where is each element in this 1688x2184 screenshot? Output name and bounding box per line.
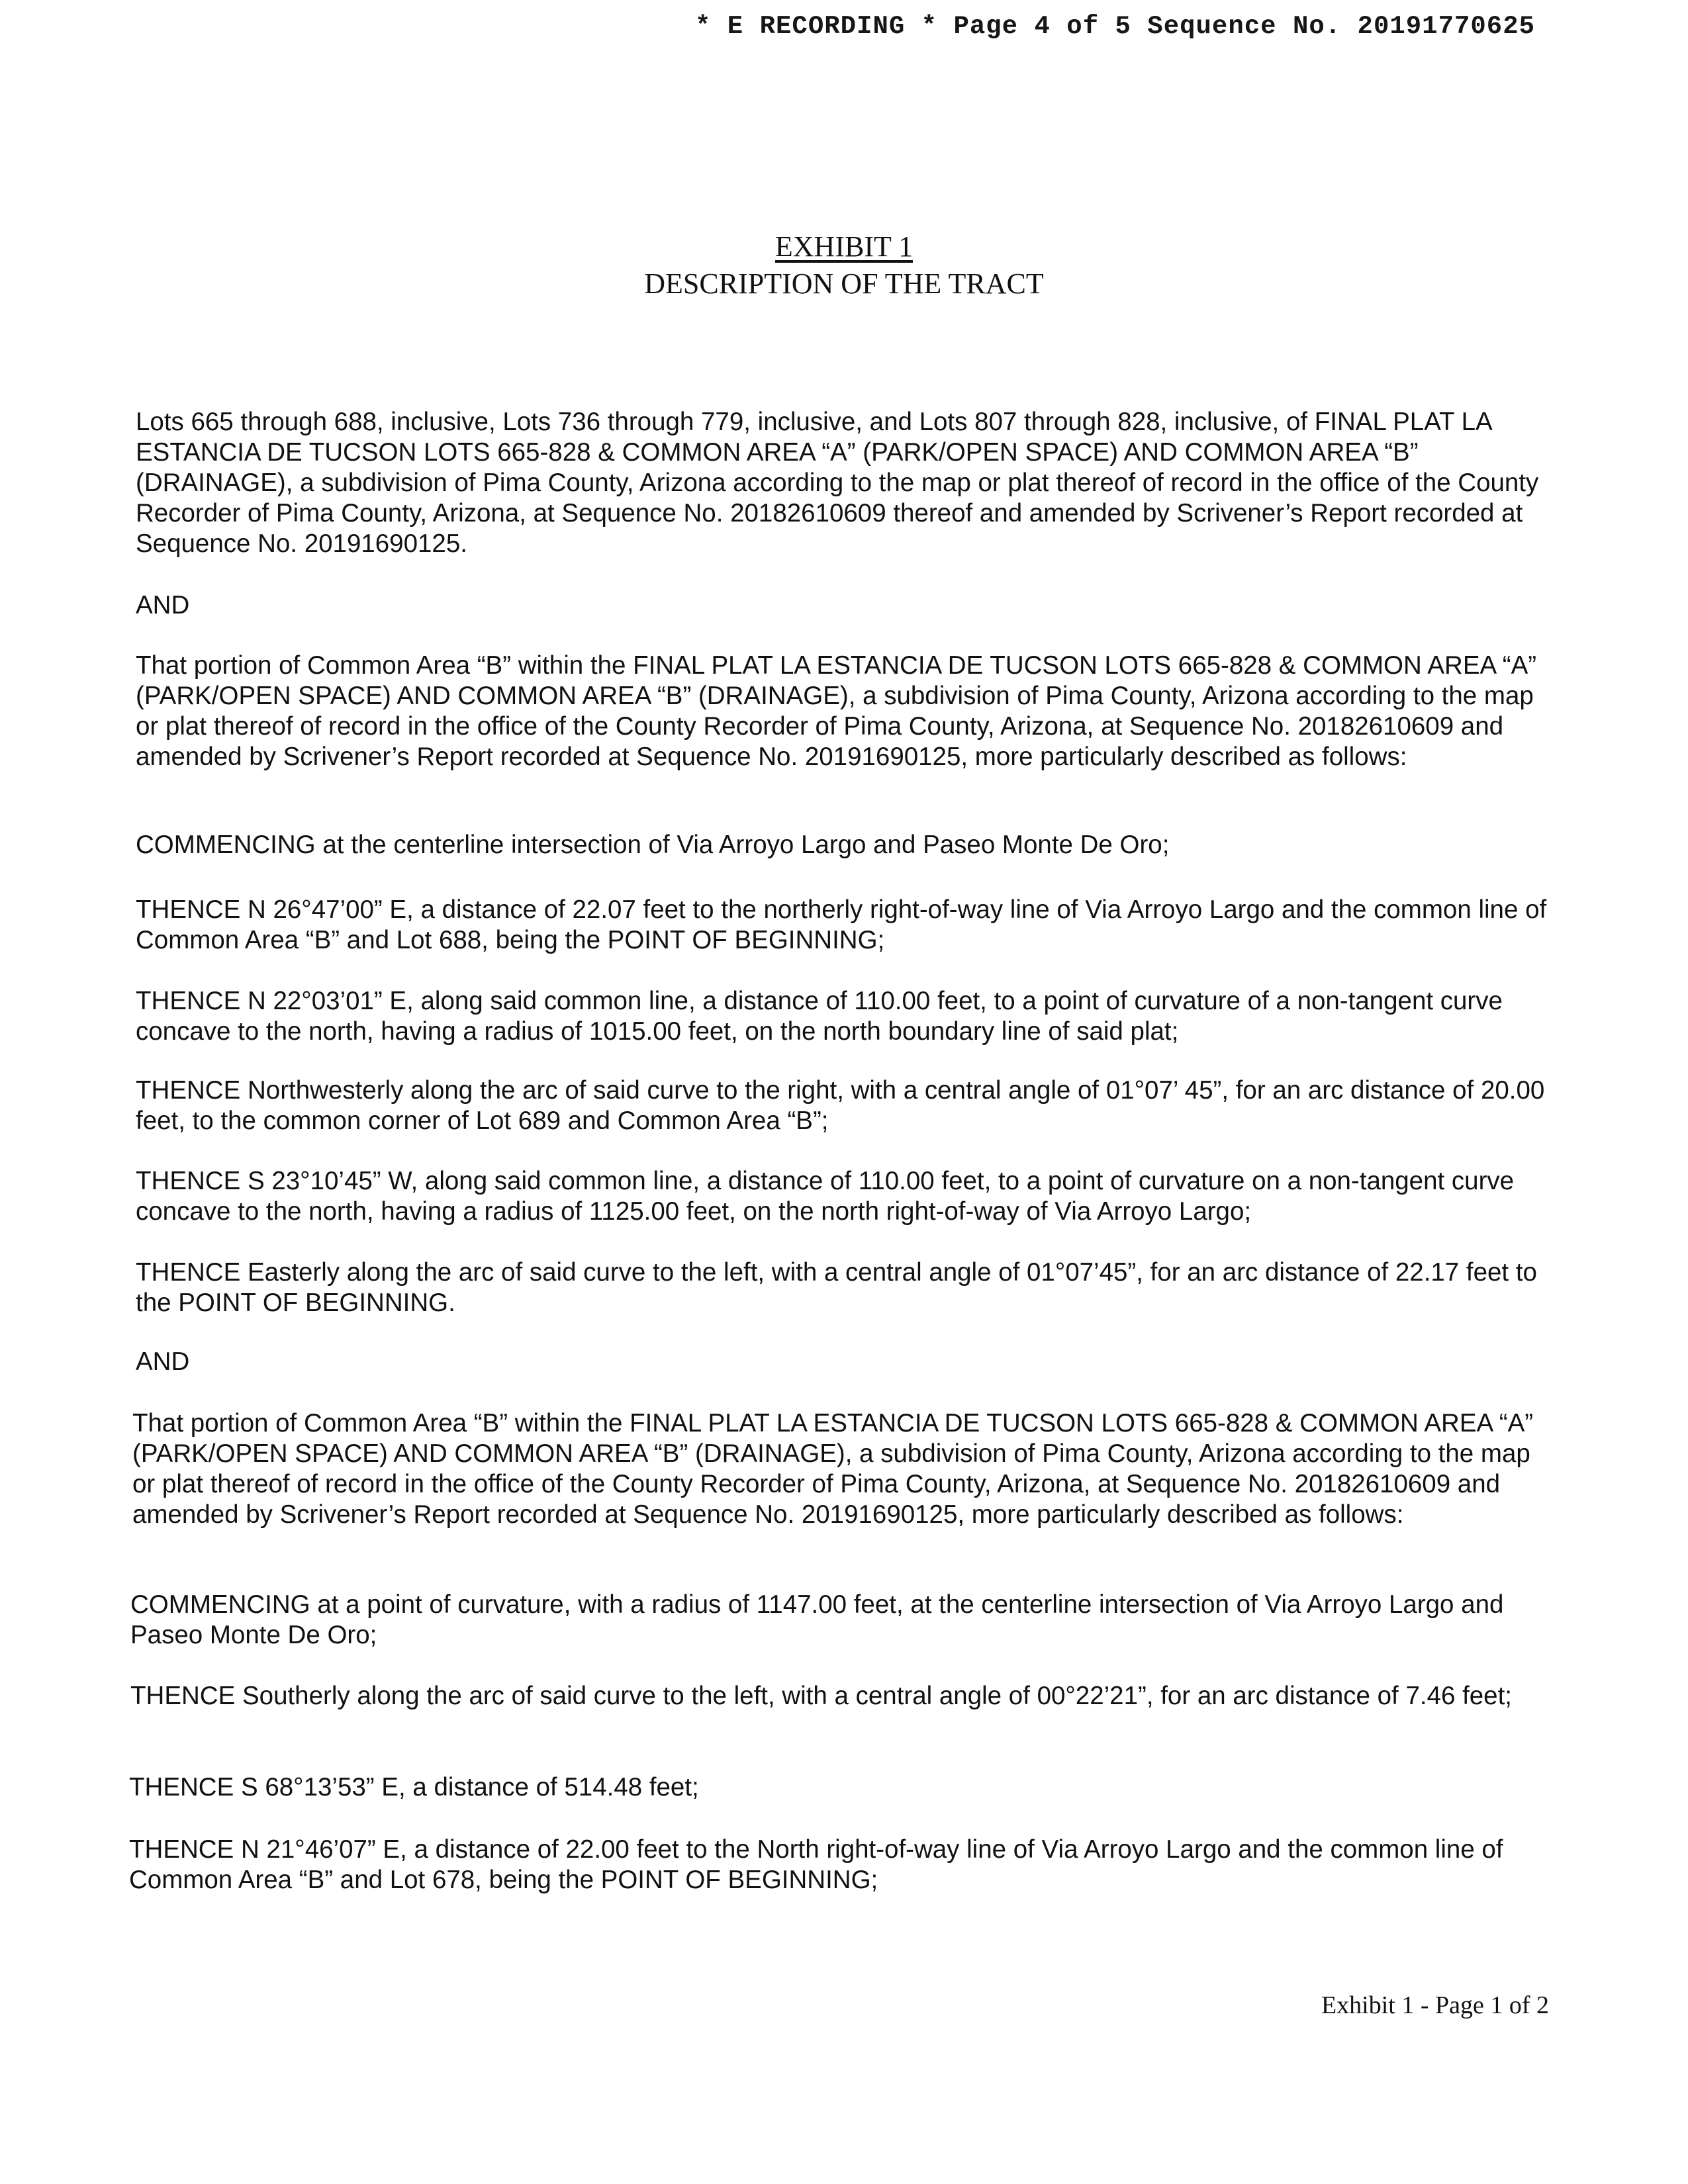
paragraph-text: That portion of Common Area “B” within the FINAL PLAT LA ESTANCIA DE TUCSON LOTS 665-828 & COMMON AREA “A” (PARK/OPEN SPACE) AND COMMON AREA “B” (DRAINAGE), a subdivision of Pima County, Arizona according to the map or plat thereof of record in the office of the County Recorder of Pima County, Arizona, at Sequence No. 20182610609 and amended by Scrivener’s Report recorded at Sequence No. 20191690125, more particularly described as follows: (136, 651, 1537, 771)
paragraph-thence-6 (130, 1681, 1552, 1711)
paragraph-text: THENCE N 22°03’01” E, along said common line, a distance of 110.00 feet, to a point of curvature of a non-tangent curve concave to the north, having a radius of 1015.00 feet, on the north boundary line of said plat; (136, 987, 1503, 1046)
paragraph-and-1 (136, 590, 1552, 621)
recording-header: * E RECORDING * Page 4 of 5 Sequence No. 20191770625 (695, 12, 1535, 41)
paragraph-and-2 (136, 1347, 1552, 1377)
paragraph-thence-2 (136, 986, 1552, 1047)
paragraph-text: AND (136, 591, 190, 619)
paragraph-text: THENCE S 68°13’53” E, a distance of 514.48 feet; (129, 1773, 699, 1801)
paragraph-text: THENCE Southerly along the arc of said curve to the left, with a central angle of 00°22’21”, for an arc distance of 7.46 feet; (130, 1682, 1512, 1710)
paragraph-thence-3 (136, 1075, 1552, 1136)
paragraph-text: COMMENCING at a point of curvature, with a radius of 1147.00 feet, at the centerline intersection of Via Arroyo Largo and Paseo Monte De Oro; (130, 1590, 1504, 1649)
paragraph-lots (136, 407, 1552, 559)
paragraph-commencing-1 (136, 830, 1552, 860)
exhibit-title: EXHIBIT 1 (774, 230, 914, 263)
exhibit-title-block (0, 228, 1688, 302)
paragraph-thence-4 (136, 1166, 1552, 1227)
paragraph-text: That portion of Common Area “B” within the FINAL PLAT LA ESTANCIA DE TUCSON LOTS 665-828 & COMMON AREA “A” (PARK/OPEN SPACE) AND COMMON AREA “B” (DRAINAGE), a subdivision of Pima County, Arizona according to the map or plat thereof of record in the office of the County Recorder of Pima County, Arizona, at Sequence No. 20182610609 and amended by Scrivener’s Report recorded at Sequence No. 20191690125, more particularly described as follows: (132, 1409, 1534, 1529)
paragraph-common-area-2 (132, 1408, 1552, 1530)
paragraph-common-area-1 (136, 651, 1552, 772)
paragraph-text: THENCE Northwesterly along the arc of said curve to the right, with a central angle of 01°07’ 45”, for an arc distance of 20.00 feet, to the common corner of Lot 689 and Common Area “B”; (136, 1076, 1545, 1135)
paragraph-text: THENCE N 26°47’00” E, a distance of 22.07 feet to the northerly right-of-way line of Via Arroyo Largo and the common line of Common Area “B” and Lot 688, being the POINT OF BEGINNING; (136, 895, 1547, 954)
exhibit-subtitle: DESCRIPTION OF THE TRACT (644, 267, 1044, 300)
paragraph-text: THENCE Easterly along the arc of said curve to the left, with a central angle of 01°07’45”, for an arc distance of 22.17 feet to the POINT OF BEGINNING. (136, 1258, 1537, 1317)
page-footer: Exhibit 1 - Page 1 of 2 (1321, 1991, 1549, 2019)
paragraph-text: AND (136, 1347, 190, 1376)
paragraph-thence-7 (129, 1772, 1552, 1803)
paragraph-commencing-2 (130, 1590, 1552, 1651)
paragraph-thence-5 (136, 1257, 1552, 1318)
paragraph-text: THENCE N 21°46’07” E, a distance of 22.00 feet to the North right-of-way line of Via Arroyo Largo and the common line of Common Area “B” and Lot 678, being the POINT OF BEGINNING; (129, 1835, 1503, 1894)
paragraph-text: COMMENCING at the centerline intersection of Via Arroyo Largo and Paseo Monte De Oro; (136, 831, 1170, 859)
paragraph-thence-8 (129, 1835, 1552, 1895)
paragraph-thence-1 (136, 895, 1552, 956)
paragraph-text: Lots 665 through 688, inclusive, Lots 736 through 779, inclusive, and Lots 807 through 828, inclusive, of FINAL PLAT LA ESTANCIA DE TUCSON LOTS 665-828 & COMMON AREA “A” (PARK/OPEN SPACE) AND COMMON AREA “B” (DRAINAGE), a subdivision of Pima County, Arizona according to the map or plat thereof of record in the office of the County Recorder of Pima County, Arizona, at Sequence No. 20182610609 thereof and amended by Scrivener’s Report recorded at Sequence No. 20191690125. (136, 408, 1539, 558)
paragraph-text: THENCE S 23°10’45” W, along said common line, a distance of 110.00 feet, to a point of curvature on a non-tangent curve concave to the north, having a radius of 1125.00 feet, on the north right-of-way of Via Arroyo Largo; (136, 1167, 1515, 1226)
